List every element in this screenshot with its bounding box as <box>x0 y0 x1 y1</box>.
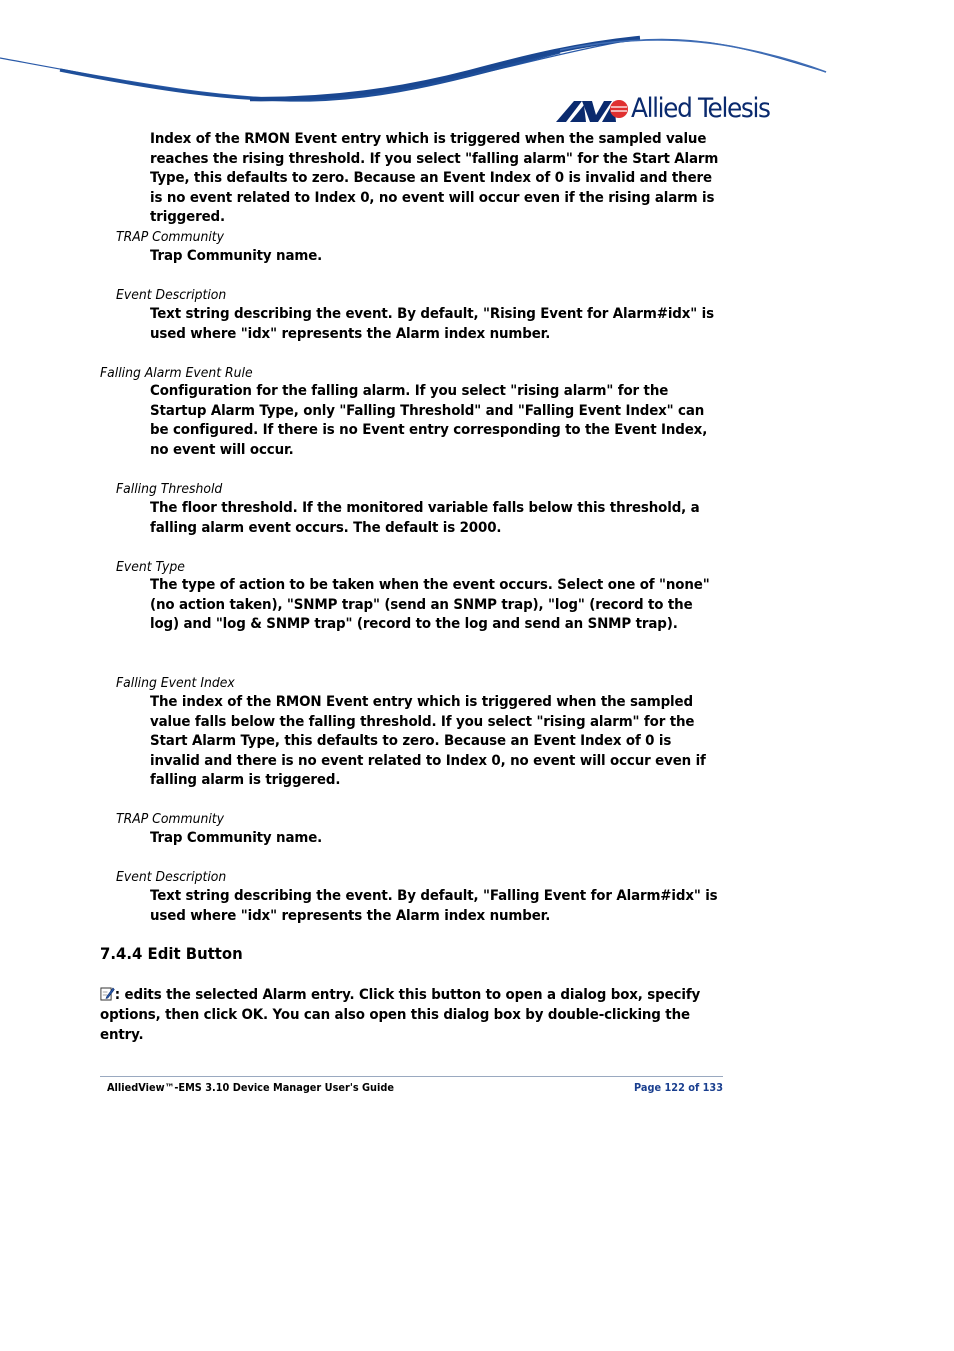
entry-label-trap-community: TRAP Community <box>116 229 225 245</box>
section-heading: 7.4.4 Edit Button <box>100 944 243 963</box>
footer-page-number: Page 122 of 133 <box>634 1082 724 1094</box>
entry-label-event-description: Event Description <box>116 287 227 303</box>
entry-description-rising-event-index: Index of the RMON Event entry which is triggered when the sampled value reaches the rising threshold. If you select "falling alarm" for the Start Alarm Type, this defaults to zero. Because an Event Index of 0 is invalid and there is no event related to Index 0, no event will occur even if the rising alarm is triggered. <box>150 131 719 226</box>
company-logo <box>556 92 782 126</box>
entry-description-event-description: Text string describing the event. By default, "Rising Event for Alarm#idx" is used where "idx" represents the Alarm index number. <box>150 306 714 342</box>
entry-label-event-type: Event Type <box>116 559 185 575</box>
entry-description-trap-community: Trap Community name. <box>150 248 323 264</box>
entry-label-falling-event-index: Falling Event Index <box>116 675 235 691</box>
footer-divider <box>100 1076 723 1077</box>
edit-icon <box>100 986 115 1001</box>
entry-description-falling-threshold: The floor threshold. If the monitored variable falls below this threshold, a falling alarm event occurs. The default is 2000. <box>150 500 700 536</box>
allied-telesis-logo-icon <box>556 95 628 123</box>
footer-guide-title: AlliedView™-EMS 3.10 Device Manager User's Guide <box>107 1082 394 1094</box>
entry-description-falling-alarm-event-rule: Configuration for the falling alarm. If you select "rising alarm" for the Startup Alarm Type, only "Falling Threshold" and "Falling Event Index" can be configured. If there is no Event entry corresponding to the Event Index, no event will occur. <box>150 383 708 458</box>
entry-label-falling-threshold: Falling Threshold <box>116 481 223 497</box>
entry-description-event-description-falling: Text string describing the event. By default, "Falling Event for Alarm#idx" is used where "idx" represents the Alarm index number. <box>150 888 718 924</box>
header-swoosh <box>0 0 954 130</box>
entry-label-event-description-falling: Event Description <box>116 869 227 885</box>
edit-button-description: : edits the selected Alarm entry. Click this button to open a dialog box, specify options, then click OK. You can also open this dialog box by double-clicking the entry. <box>100 987 701 1043</box>
entry-label-trap-community-falling: TRAP Community <box>116 811 225 827</box>
edit-button-paragraph <box>100 985 718 1045</box>
entry-description-trap-community-falling: Trap Community name. <box>150 830 323 846</box>
entry-description-event-type: The type of action to be taken when the event occurs. Select one of "none" (no action taken), "SNMP trap" (send an SNMP trap), "log" (record to the log) and "log & SNMP trap" (record to the log and send an SNMP trap). <box>150 577 710 633</box>
entry-description-falling-event-index: The index of the RMON Event entry which is triggered when the sampled value falls below the falling threshold. If you select "rising alarm" for the Start Alarm Type, this defaults to zero. Because an Event Index of 0 is invalid and there is no event related to Index 0, no event will occur even if falling alarm is triggered. <box>150 694 706 789</box>
brand-name: Allied Telesis <box>631 93 770 124</box>
entry-label-falling-alarm-event-rule: Falling Alarm Event Rule <box>100 365 253 381</box>
